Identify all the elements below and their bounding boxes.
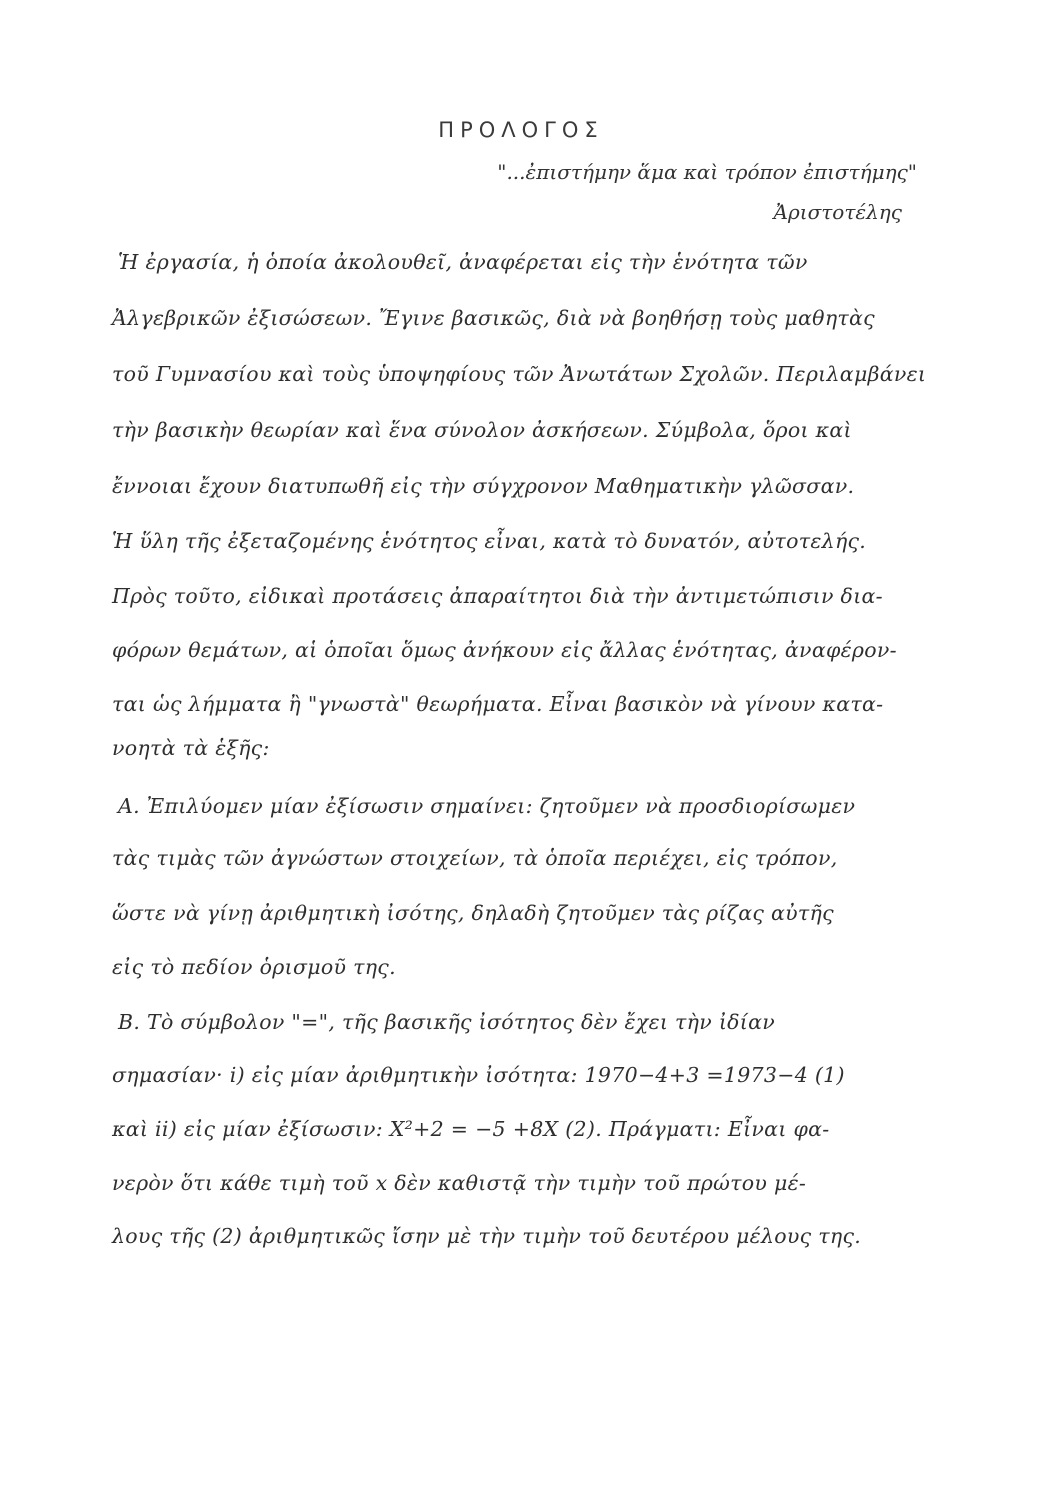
text-line: ὥστε νὰ γίνῃ ἀριθμητικὴ ἰσότης, δηλαδὴ ζητοῦμεν τὰς ρίζας αὐτῆς: [112, 901, 834, 925]
epigraph-author: Ἀριστοτέλης: [773, 200, 902, 224]
text-line: λους τῆς (2) ἀριθμητικῶς ἴσην μὲ τὴν τιμὴν τοῦ δευτέρου μέλους της.: [112, 1224, 862, 1248]
text-line: νοητὰ τὰ ἑξῆς:: [112, 736, 270, 760]
text-line: τοῦ Γυμνασίου καὶ τοὺς ὑποψηφίους τῶν Ἀνωτάτων Σχολῶν. Περιλαμβάνει: [112, 362, 927, 386]
text-line: καὶ ii) εἰς μίαν ἐξίσωσιν: X²+2 = −5 +8X (2). Πράγματι: Εἶναι φα-: [112, 1117, 830, 1141]
text-line: Α. Ἐπιλύομεν μίαν ἐξίσωσιν σημαίνει: ζητοῦμεν νὰ προσδιορίσωμεν: [118, 794, 856, 818]
text-line: Ἡ ἐργασία, ἡ ὁποία ἀκολουθεῖ, ἀναφέρεται εἰς τὴν ἑνότητα τῶν: [118, 250, 808, 274]
text-line: τὰς τιμὰς τῶν ἀγνώστων στοιχείων, τὰ ὁποῖα περιέχει, εἰς τρόπον,: [112, 846, 838, 870]
text-line: σημασίαν· i) εἰς μίαν ἀριθμητικὴν ἰσότητα: 1970−4+3 =1973−4 (1): [112, 1063, 845, 1087]
text-line: τὴν βασικὴν θεωρίαν καὶ ἕνα σύνολον ἀσκήσεων. Σύμβολα, ὅροι καὶ: [112, 418, 852, 442]
text-line: νερὸν ὅτι κάθε τιμὴ τοῦ x δὲν καθιστᾷ τὴν τιμὴν τοῦ πρώτου μέ-: [112, 1171, 807, 1195]
page-title: ΠΡΟΛΟΓΟΣ: [438, 118, 604, 142]
text-line: Ἡ ὕλη τῆς ἐξεταζομένης ἑνότητος εἶναι, κατὰ τὸ δυνατόν, αὐτοτελής.: [112, 529, 867, 553]
text-line: Ἀλγεβρικῶν ἐξισώσεων. Ἔγινε βασικῶς, διὰ νὰ βοηθήσῃ τοὺς μαθητὰς: [112, 306, 875, 330]
text-line: Πρὸς τοῦτο, εἰδικαὶ προτάσεις ἀπαραίτητοι διὰ τὴν ἀντιμετώπισιν δια-: [112, 584, 883, 608]
text-line: ται ὡς λήμματα ἢ "γνωστὰ" θεωρήματα. Εἶναι βασικὸν νὰ γίνουν κατα-: [112, 692, 884, 716]
text-line: ἔννοιαι ἔχουν διατυπωθῆ εἰς τὴν σύγχρονον Μαθηματικὴν γλῶσσαν.: [112, 474, 855, 498]
text-line: φόρων θεμάτων, αἱ ὁποῖαι ὅμως ἀνήκουν εἰς ἄλλας ἑνότητας, ἀναφέρον-: [112, 638, 897, 662]
text-line: εἰς τὸ πεδίον ὁρισμοῦ της.: [112, 955, 396, 979]
text-line: Β. Τὸ σύμβολον "=", τῆς βασικῆς ἰσότητος δὲν ἔχει τὴν ἰδίαν: [118, 1010, 776, 1034]
epigraph-quote: "...ἐπιστήμην ἅμα καὶ τρόπον ἐπιστήμης": [497, 160, 917, 184]
